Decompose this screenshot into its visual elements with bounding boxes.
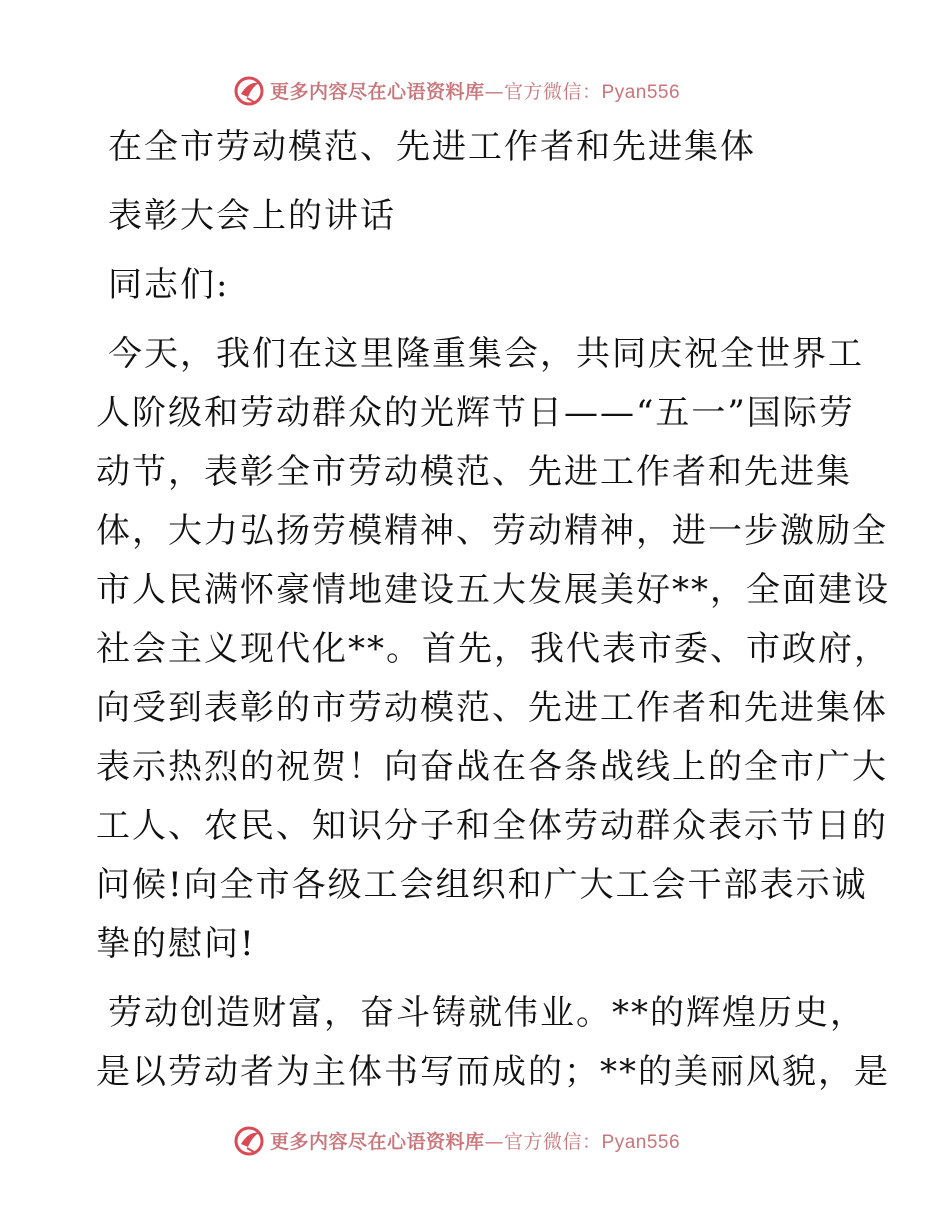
paragraph-2	[96, 984, 890, 1102]
watermark-wechat-id: Pyan556	[601, 81, 681, 103]
paragraph-2-line: 是以劳动者为主体书写而成的；**的美丽风貌，是	[96, 1052, 890, 1092]
document-body	[96, 118, 890, 1102]
paragraph-1-line: 市人民满怀豪情地建设五大发展美好**，全面建设	[96, 570, 890, 610]
paragraph-1-line: 表示热烈的祝贺！向奋战在各条战线上的全市广大	[96, 747, 888, 787]
title-line-2: 表彰大会上的讲话	[108, 196, 396, 236]
salutation: 同志们:	[108, 265, 230, 305]
paragraph-2-line: 劳动创造财富，奋斗铸就伟业。**的辉煌历史，	[108, 993, 866, 1033]
paragraph-1-line: 动节，表彰全市劳动模范、先进工作者和先进集	[96, 452, 852, 492]
paragraph-1-line: 人阶级和劳动群众的光辉节日——“五一”国际劳	[96, 393, 855, 433]
paragraph-1-line: 挚的慰问!	[96, 924, 256, 964]
watermark-main: 更多内容尽在心语资料库	[270, 1130, 485, 1153]
watermark-text	[270, 1127, 680, 1154]
paragraph-1-line: 问候!向全市各级工会组织和广大工会干部表示诚	[96, 865, 868, 905]
header-watermark	[232, 70, 732, 110]
brand-logo-icon	[232, 1123, 266, 1157]
watermark-main: 更多内容尽在心语资料库	[270, 80, 485, 103]
paragraph-1	[96, 325, 890, 974]
title-line-1: 在全市劳动模范、先进工作者和先进集体	[108, 127, 756, 167]
watermark-wechat-label: 官方微信：	[504, 80, 602, 103]
watermark-wechat-id: Pyan556	[601, 1131, 681, 1153]
watermark-wechat-label: 官方微信：	[504, 1130, 602, 1153]
watermark-dash: —	[484, 80, 505, 103]
paragraph-1-line: 工人、农民、知识分子和全体劳动群众表示节日的	[96, 806, 888, 846]
paragraph-1-line: 体，大力弘扬劳模精神、劳动精神，进一步激励全	[96, 511, 888, 551]
watermark-text	[270, 77, 680, 104]
footer-watermark	[232, 1120, 732, 1160]
watermark-dash: —	[484, 1130, 505, 1153]
brand-logo-icon	[232, 73, 266, 107]
paragraph-1-line: 社会主义现代化**。首先，我代表市委、市政府，	[96, 629, 890, 669]
paragraph-1-line: 今天，我们在这里隆重集会，共同庆祝全世界工	[108, 334, 864, 374]
paragraph-1-line: 向受到表彰的市劳动模范、先进工作者和先进集体	[96, 688, 888, 728]
